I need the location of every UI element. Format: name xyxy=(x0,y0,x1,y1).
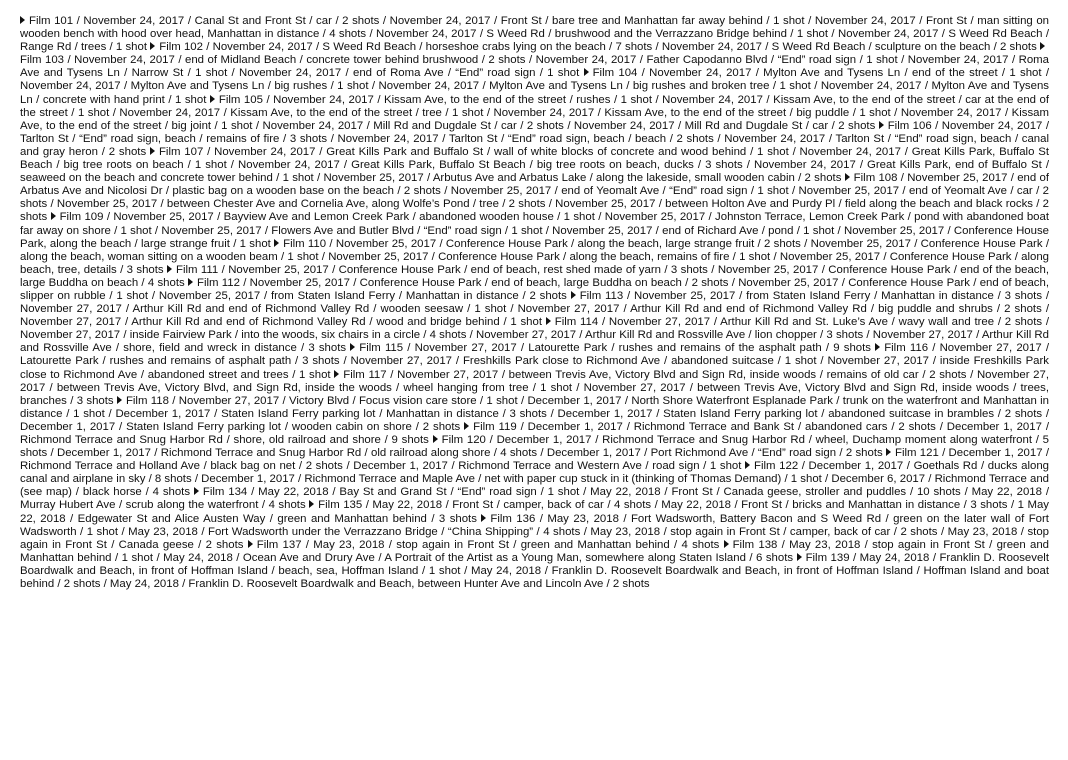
triangle-marker-icon xyxy=(845,173,850,181)
film-log-paragraph xyxy=(20,15,1049,591)
triangle-marker-icon xyxy=(51,212,56,220)
film-entry-text: Film 116 / November 27, 2017 / Latourette Park / rushes and remains of asphalt path / 3 shots / November 27, 2017 / Freshkills Park close to Richmond Ave / abandoned suitcase / 1 shot / November 27, 2017 / inside Freshkills Park close to Richmond Ave / abandoned street and trees / 1 shot xyxy=(20,342,1049,381)
film-entry-text: Film 114 / November 27, 2017 / Arthur Kill Rd and St. Luke’s Ave / wavy wall and tree / 2 shots / November 27, 2017 / inside Fairview Park / into the woods, six chairs in a circle / 4 shots / November 27, 2017 / Arthur Kill Rd and Rossville Ave / lion chopper / 3 shots / November 27, 2017 / Arthur Kill Rd and Rossville Ave / shore, field and wreck in distance / 3 shots xyxy=(20,316,1049,355)
triangle-marker-icon xyxy=(464,422,469,430)
triangle-marker-icon xyxy=(745,461,750,469)
film-entry-text: Film 112 / November 25, 2017 / Conference House Park / end of beach, large Buddha on beach / 2 shots / November 25, 2017 / Conference House Park / end of beach, slipper on rubble / 1 shot / November 25, 2017 / from Staten Island Ferry / Manhattan in distance / 2 shots xyxy=(20,276,1049,302)
triangle-marker-icon xyxy=(309,500,314,508)
triangle-marker-icon xyxy=(886,448,891,456)
film-entry xyxy=(248,539,724,551)
film-entry-text: Film 139 / May 24, 2018 / Franklin D. Roosevelt Boardwalk and Beach, in front of Hoffman Island / beach, sea, Hoffman Island / 1 shot / May 24, 2018 / Franklin D. Roosevelt Boardwalk and Beach, in front of Hoffman Island / Hoffman Island and boat behind / 2 shots / May 24, 2018 / Franklin D. Roosevelt Boardwalk and Beach, between Hunter Ave and Lincoln Ave / 2 shots xyxy=(20,551,1049,591)
film-entry xyxy=(150,41,1040,53)
film-entry-text: Film 134 / May 22, 2018 / Bay St and Grand St / “End” road sign / 1 shot / May 22, 2018 / Front St / Canada geese, stroller and puddles / 10 shots / May 22, 2018 / Murray Hubert Ave / scrub along the waterfront / 4 shots xyxy=(20,486,1049,512)
film-entry-text: Film 135 / May 22, 2018 / Front St / camper, back of car / 4 shots / May 22, 2018 / Front St / bricks and Manhattan in distance / 3 shots / 1 May 22, 2018 / Edgewater St and Alice Austen Way / green and Manhattan behind / 3 shots xyxy=(20,499,1049,525)
triangle-marker-icon xyxy=(194,487,199,495)
film-entry-text: Film 103 / November 24, 2017 / end of Midland Beach / concrete tower behind brushwood / 2 shots / November 24, 2017 / Father Capodanno Blvd / “End” road sign / 1 shot / November 24, 2017 / Roma Ave and Tysens Ln / Narrow St / 1 shot / November 24, 2017 / end of Roma Ave / “End” road sign / 1 shot xyxy=(20,54,1049,80)
film-entry-text: Film 137 / May 23, 2018 / stop again in Front St / green and Manhattan behind / 4 shots xyxy=(256,538,724,551)
film-entry-text: Film 136 / May 23, 2018 / Fort Wadsworth, Battery Bacon and S Weed Rd / green on the later wall of Fort Wadsworth / 1 shot / May 23, 2018 / Fort Wadsworth under the Verrazzano Bridge / “China Shipping” / 4 shots / May 23, 2018 / stop again in Front St / camper, back of car / 2 shots / May 23, 2018 / stop again in Front St / Canada geese / 2 shots xyxy=(20,512,1049,551)
triangle-marker-icon xyxy=(150,42,155,50)
triangle-marker-icon xyxy=(724,540,729,548)
film-entry-text: Film 105 / November 24, 2017 / Kissam Ave, to the end of the street / rushes / 1 shot / November 24, 2017 / Kissam Ave, to the end of the street / car at the end of the street / 1 shot / November 24, 2017 / Kissam Ave, to the end of the street / tree / 1 shot / November 24, 2017 / Kissam Ave, to the end of the street / big puddle / 1 shot / November 24, 2017 / Kissam Ave, to the end of the street / big joint / 1 shot / November 24, 2017 / Mill Rd and Dugdale St / car / 2 shots / November 24, 2017 / Mill Rd and Dugdale St / car / 2 shots xyxy=(20,93,1049,132)
triangle-marker-icon xyxy=(210,95,215,103)
film-entry-text: Film 102 / November 24, 2017 / S Weed Rd Beach / horseshoe crabs lying on the beach / 7 shots / November 24, 2017 / S Weed Rd Beach / sculpture on the beach / 2 shots xyxy=(159,41,1040,54)
triangle-marker-icon xyxy=(188,278,193,286)
film-entry-text: Film 138 / May 23, 2018 / stop again in Front St / green and Manhattan behind / 1 shot / May 24, 2018 / Ocean Ave and Drury Ave / A Portrait of the Artist as a Young Man, somewhere along Staten Island / 6 shots xyxy=(20,538,1049,564)
triangle-marker-icon xyxy=(584,68,589,76)
triangle-marker-icon xyxy=(117,396,122,404)
triangle-marker-icon xyxy=(167,265,172,273)
triangle-marker-icon xyxy=(334,370,339,378)
film-entry-text: Film 119 / December 1, 2017 / Richmond Terrace and Bank St / abandoned cars / 2 shots / December 1, 2017 / Richmond Terrace and Snug Harbor Rd / shore, old railroad and shore / 9 shots xyxy=(20,420,1049,446)
triangle-marker-icon xyxy=(274,239,279,247)
film-entry-text: Film 106 / November 24, 2017 / Tarlton St / “End” road sign, beach / remains of fire / 3 shots / November 24, 2017 / Tarlton St / “End” road sign, beach / beach / 2 shots / November 24, 2017 / Tarlton St / “End” road sign, beach / canal and gray heron / 2 shots xyxy=(20,119,1049,158)
triangle-marker-icon xyxy=(20,16,25,24)
film-entry-text: Film 111 / November 25, 2017 / Conference House Park / end of beach, rest shed made of yarn / 3 shots / November 25, 2017 / Conference House Park / end of the beach, large Buddha on beach / 4 shots xyxy=(20,263,1049,289)
triangle-marker-icon xyxy=(481,514,486,522)
film-entry xyxy=(350,342,875,354)
document-page xyxy=(20,15,1049,745)
triangle-marker-icon xyxy=(248,540,253,548)
film-entry-text: Film 109 / November 25, 2017 / Bayview Ave and Lemon Creek Park / abandoned wooden house / 1 shot / November 25, 2017 / Johnston Terrace, Lemon Creek Park / pond with abandoned boat far away on shore / 1 shot / November 25, 2017 / Flowers Ave and Butler Blvd / “End” road sign / 1 shot / November 25, 2017 / end of Richard Ave / pond / 1 shot / November 25, 2017 / Conference House Park, along the beach / large strange fruit / 1 shot xyxy=(20,211,1049,250)
film-entry-text: Film 110 / November 25, 2017 / Conference House Park / along the beach, large strange fruit / 2 shots / November 25, 2017 / Conference House Park / along the beach, woman sitting on a wooden beam / 1 shot / November 25, 2017 / Conference House Park / along the beach, remains of fire / 1 shot / November 25, 2017 / Conference House Park / along beach, tree, details / 3 shots xyxy=(20,237,1049,276)
triangle-marker-icon xyxy=(875,343,880,351)
film-entry-text: Film 117 / November 27, 2017 / between Trevis Ave, Victory Blvd and Sign Rd, inside woods / remains of old car / 2 shots / November 27, 2017 / between Trevis Ave, Victory Blvd, and Sign Rd, inside the woods / wheel hanging from tree / 1 shot / November 27, 2017 / between Trevis Ave, Victory Blvd and Sign Rd, inside woods / trees, branches / 3 shots xyxy=(20,368,1049,407)
film-entry-text: Film 104 / November 24, 2017 / Mylton Ave and Tysens Ln / end of the street / 1 shot / November 24, 2017 / Mylton Ave and Tysens Ln / big rushes / 1 shot / November 24, 2017 / Mylton Ave and Tysens Ln / big rushes and broken tree / 1 shot / November 24, 2017 / Mylton Ave and Tysens Ln / concrete with hand print / 1 shot xyxy=(20,67,1049,106)
triangle-marker-icon xyxy=(150,147,155,155)
film-entry-text: Film 118 / November 27, 2017 / Victory Blvd / Focus vision care store / 1 shot / December 1, 2017 / North Shore Waterfront Esplanade Park / trunk on the waterfront and Manhattan in distance / 1 shot / December 1, 2017 / Staten Island Ferry parking lot / Manhattan in distance / 3 shots / December 1, 2017 / Staten Island Ferry parking lot / abandoned suitcase in brambles / 2 shots / December 1, 2017 / Staten Island Ferry parking lot / wooden cabin on shore / 2 shots xyxy=(20,394,1049,433)
film-entry-text: Film 101 / November 24, 2017 / Canal St and Front St / car / 2 shots / November 24, 2017 / Front St / bare tree and Manhattan far away behind / 1 shot / November 24, 2017 / Front St / man sitting on wooden bench with hood over head, Manhattan in distance / 4 shots / November 24, 2017 / S Weed Rd / brushwood and the Verrazzano Bridge behind / 1 shot / November 24, 2017 / S Weed Rd Beach / Range Rd / trees / 1 shot xyxy=(20,15,1049,54)
triangle-marker-icon xyxy=(879,121,884,129)
film-entry-text: Film 120 / December 1, 2017 / Richmond Terrace and Snug Harbor Rd / wheel, Duchamp moment along waterfront / 5 shots / December 1, 2017 / Richmond Terrace and Snug Harbor Rd / old railroad along shore / 4 shots / December 1, 2017 / Port Richmond Ave / “End” road sign / 2 shots xyxy=(20,434,1049,460)
film-entry-text: Film 115 / November 27, 2017 / Latourette Park / rushes and remains of the asphalt path / 9 shots xyxy=(359,342,876,355)
film-entry-text: Film 107 / November 24, 2017 / Great Kills Park and Buffalo St / wall of white blocks of concrete and wood behind / 1 shot / November 24, 2017 / Great Kills Park, Buffalo St Beach / big tree roots on beach / 1 shot / November 24, 2017 / Great Kills Park, Buffalo St Beach / big tree roots on beach, ducks / 3 shots / November 24, 2017 / Great Kills Park, end of Buffalo St / seaweed on the beach and concrete tower behind / 1 shot / November 25, 2017 / Arbutus Ave and Arbatus Lake / along the lakeside, small wooden cabin / 2 shots xyxy=(20,145,1049,185)
film-entry-text: Film 121 / December 1, 2017 / Richmond Terrace and Holland Ave / black bag on net / 2 shots / December 1, 2017 / Richmond Terrace and Western Ave / road sign / 1 shot xyxy=(20,447,1049,473)
film-entry-text: Film 108 / November 25, 2017 / end of Arbatus Ave and Nicolosi Dr / plastic bag on a wooden base on the beach / 2 shots / November 25, 2017 / end of Yeomalt Ave / “End” road sign / 1 shot / November 25, 2017 / end of Yeomalt Ave / car / 2 shots / November 25, 2017 / between Chester Ave and Cornelia Ave, along Wolfe’s Pond / tree / 2 shots / November 25, 2017 / between Holton Ave and Purdy Pl / field along the beach and black rocks / 2 shots xyxy=(20,172,1049,224)
triangle-marker-icon xyxy=(350,343,355,351)
triangle-marker-icon xyxy=(546,317,551,325)
triangle-marker-icon xyxy=(433,435,438,443)
film-entry-text: Film 122 / December 1, 2017 / Goethals Rd / ducks along canal and airplane in sky / 8 shots / December 1, 2017 / Richmond Terrace and Maple Ave / net with paper cup stuck in it (thinking of Thomas Demand) / 1 shot / December 6, 2017 / Richmond Terrace and (see map) / black horse / 4 shots xyxy=(20,460,1049,499)
triangle-marker-icon xyxy=(571,291,576,299)
triangle-marker-icon xyxy=(797,553,802,561)
triangle-marker-icon xyxy=(1040,42,1045,50)
film-entry-text: Film 113 / November 25, 2017 / from Staten Island Ferry / Manhattan in distance / 3 shots / November 27, 2017 / Arthur Kill Rd and end of Richmond Valley Rd / wooden seesaw / 1 shot / November 27, 2017 / Arthur Kill Rd and end of Richmond Valley Rd / big puddle and shrubs / 2 shots / November 27, 2017 / Arthur Kill Rd and end of Richmond Valley Rd / wood and bridge behind / 1 shot xyxy=(20,289,1049,329)
